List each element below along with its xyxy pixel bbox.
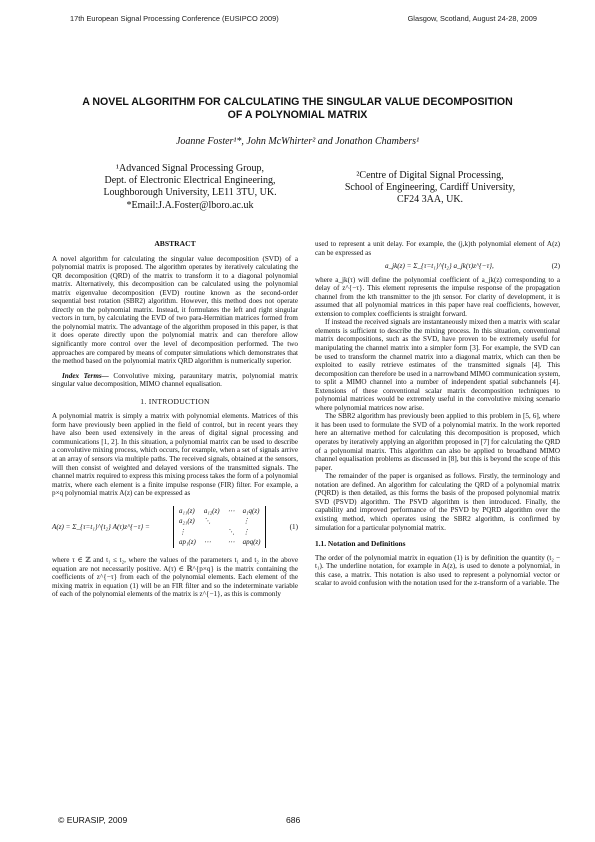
index-terms xyxy=(52,372,298,389)
equation-2-number: (2) xyxy=(551,262,560,271)
right-paragraph-1: used to represent a unit delay. For example, the (j,k)th polynomial element of A(z) can be expressed as xyxy=(315,240,560,257)
matrix-entry: ⋮ xyxy=(242,517,250,526)
affiliation-1-line: Loughborough University, LE11 3TU, UK. xyxy=(103,187,277,199)
index-terms-text: Convolutive mixing, paraunitary matrix, polynomial matrix singular value decomposition, MIMO channel equalisation. xyxy=(52,371,298,389)
section-heading-introduction: 1. INTRODUCTION xyxy=(140,396,210,406)
abstract-text: A novel algorithm for calculating the singular value decomposition (SVD) of a polynomial matrix is proposed. The algorithm operates by iteratively calculating the QR decomposition (QRD) of the matrix to transform it to a diagonal polynomial matrix. Alternatively, this decomposition can be calculated using the polynomial matrix eigenvalue decomposition (EVD) routine known as the second-order sequential best rotation (SBR2) algorithm. However, this method does not operate directly on the polynomial matrix. Instead, it formulates the left and right singular vectors in turn, by calculating the EVD of two para-Hermitian matrices formed from the polynomial matrix. The advantage of the algorithm proposed in this paper, is that it does operate directly upon the polynomial matrix and can therefore allow significantly more control over the level of decomposition performed. The two approaches are compared by means of computer simulations which demonstrates that the method based on the polynomial matrix QRD algorithm is numerically superior. xyxy=(52,254,298,366)
affiliation-1 xyxy=(80,163,300,212)
footer-page-number: 686 xyxy=(286,815,301,825)
right-column xyxy=(315,240,560,588)
title-line-1: A NOVEL ALGORITHM FOR CALCULATING THE SINGULAR VALUE DECOMPOSITION xyxy=(82,96,513,108)
affiliation-2-line: CF24 3AA, UK. xyxy=(396,194,464,206)
matrix-entry: ⋯ xyxy=(203,538,211,547)
affiliation-2-line: ²Centre of Digital Signal Processing, xyxy=(356,170,504,181)
right-paragraph-5: The remainder of the paper is organised as follows. Firstly, the terminology and notation are defined. An algorithm for calculating the QRD of a polynomial matrix (PQRD) is then detailed, as this forms the basis of the proposed polynomial matrix SVD (PSVD) algorithm. The PSVD algorithm is then introduced. Finally, the capability and improved performance of the PSVD by PQRD algorithm over the existing method, which operates using the SBR2 algorithm, is confirmed by simulation for a particular polynomial matrix. xyxy=(315,472,560,532)
right-paragraph-6: The order of the polynomial matrix in equation (1) is by definition the quantity (t₂ − t₁). The underline notation, for example in A(z), is used to denote a polynomial, in this case, a matrix. This notation is also used to represent a polynomial vector or scalar to avoid confusion with the notation used for the z-transform of a variable. The xyxy=(315,553,560,588)
matrix-entry xyxy=(204,528,220,537)
equation-1-matrix xyxy=(173,506,266,548)
index-terms-label: Index Terms— xyxy=(62,371,109,380)
matrix-entry: ⋱ xyxy=(227,527,235,536)
footer-copyright: © EURASIP, 2009 xyxy=(58,815,128,825)
running-header-right: Glasgow, Scotland, August 24-28, 2009 xyxy=(407,14,537,23)
equation-2-body: a_jk(z) = Σ_{τ=t₁}^{t₂} a_jk(τ)z^{−τ}, xyxy=(385,262,494,271)
equation-1-lhs: A(z) = Σ_{τ=t₁}^{t₂} A(τ)z^{−τ} = xyxy=(52,522,150,531)
author-list: Joanne Foster¹*, John McWhirter² and Jonathon Chambers¹ xyxy=(175,136,420,147)
intro-paragraph-1: A polynomial matrix is simply a matrix with polynomial elements. Matrices of this form have previously been applied in the field of control, but in recent years they have also been used extensively in the areas of digital signal processing and communications [1, 2]. In this situation, a polynomial matrix can be used to describe a convolutive mixing process, which occurs, for example, when a set of signals arrive at an array of sensors via multiple paths. The received signals, obtained at the sensors, will then consist of weighted and delayed versions of the transmitted signals. The channel matrix required to express this mixing process takes the form of a polynomial matrix, where each element is a finite impulse response (FIR) filter. For example, a p×q polynomial matrix A(z) can be expressed as xyxy=(52,412,298,498)
right-paragraph-3: If instead the received signals are instantaneously mixed then a matrix with scalar elements is sufficient to describe the mixing process. In this situation, conventional matrix decompositions, such as the SVD, have proven to be extremely useful for manipulating the channel matrix into a simpler form [3]. For example, the SVD can be used to transform the channel matrix into a diagonal matrix, which can then be exploited to easily retrieve estimates of the transmitted signals [4]. This decomposition can therefore be used in a narrowband MIMO communication system, to split a MIMO channel into a number of independent spatial subchannels [4]. Extensions of these conventional scalar matrix decomposition techniques to polynomial matrices would be extremely useful in the convolutive mixing scenario where polynomial matrices now arise. xyxy=(315,318,560,412)
affiliation-2 xyxy=(320,170,540,207)
matrix-entry: a₂₁(z) xyxy=(178,517,195,526)
title-line-2: OF A POLYNOMIAL MATRIX xyxy=(227,109,368,121)
matrix-entry: ap₁(z) xyxy=(178,538,196,547)
equation-1 xyxy=(52,506,298,548)
matrix-entry: a₁₁(z) xyxy=(178,506,195,515)
matrix-entry: ⋮ xyxy=(178,527,186,536)
equation-2 xyxy=(315,262,560,271)
matrix-entry: a₁₂(z) xyxy=(203,506,220,515)
matrix-entry: apq(z) xyxy=(242,538,261,547)
paper-title xyxy=(40,96,555,122)
affiliation-1-line: ¹Advanced Signal Processing Group, xyxy=(116,163,264,174)
matrix-entry: a₁q(z) xyxy=(242,506,260,515)
matrix-entry: ⋱ xyxy=(203,517,211,526)
abstract-heading: ABSTRACT xyxy=(154,239,196,248)
matrix-entry: ⋯ xyxy=(227,538,235,547)
affiliation-2-line: School of Engineering, Cardiff University, xyxy=(344,182,516,194)
equation-1-number: (1) xyxy=(289,522,298,531)
right-paragraph-4: The SBR2 algorithm has previously been applied to this problem in [5, 6], where it has been used to formulate the SVD of a polynomial matrix. In the work reported here an alternative method for calculating this decomposition is proposed, which operates by iteratively applying an algorithm proposed in [7] for calculating the QRD of a polynomial matrix. This algorithm can also be applied to broadband MIMO channel equalisation problems as discussed in [8], but this is beyond the scope of this paper. xyxy=(315,412,560,472)
right-paragraph-2: where a_jk(τ) will define the polynomial coefficient of a_jk(z) corresponding to a delay of z^{−τ}. This element represents the impulse response of the propagation channel from the kth transmitter to the jth sensor. For clarity of development, it is assumed that all polynomial matrices in this paper have real coefficients, however, extension to complex coefficients is straight forward. xyxy=(315,275,560,318)
matrix-entry: ⋮ xyxy=(242,527,250,536)
matrix-entry: ⋯ xyxy=(227,506,235,515)
subsection-heading-notation: 1.1. Notation and Definitions xyxy=(315,539,406,549)
matrix-entry xyxy=(228,517,235,526)
running-header-left: 17th European Signal Processing Conference (EUSIPCO 2009) xyxy=(70,14,279,23)
left-column xyxy=(52,240,298,599)
author-email: *Email:J.A.Foster@lboro.ac.uk xyxy=(126,199,254,211)
intro-paragraph-2: where τ ∈ ℤ and t₁ ≤ t₂, where the values of the parameters t₁ and t₂ in the above equation are not necessarily positive. A(τ) ∈ ℝ^{p×q} is the matrix containing the coefficients of z^{−τ} from each of the polynomial elements. Each element of the mixing matrix in equation (1) will be an FIR filter and so the indeterminate variable of each of the polynomial elements of the matrix is z^{−1}, as this is commonly xyxy=(52,555,298,599)
affiliation-1-line: Dept. of Electronic Electrical Engineering, xyxy=(104,175,276,187)
